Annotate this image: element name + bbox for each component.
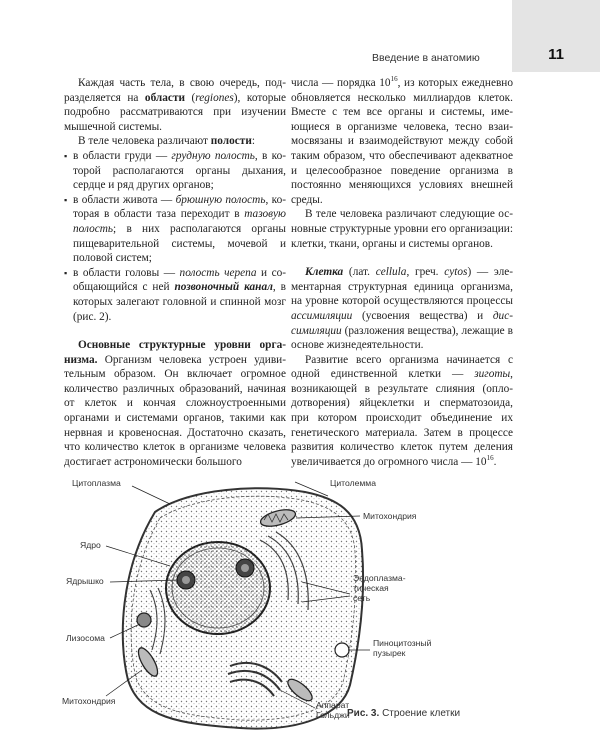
label-nucleolus: Ядрышко	[66, 576, 104, 586]
page-number: 11	[548, 46, 564, 63]
label-cytolemma: Цитолемма	[330, 478, 376, 488]
label-mitochondrion-bottom: Митохондрия	[62, 696, 116, 706]
list-item: ▪ в области груди — грудную полость, в которой располагаются органы дыхания, сердце и ряд других органов;	[64, 149, 286, 193]
label-mitochondrion-top: Митохондрия	[363, 511, 417, 521]
label-cytoplasm: Цитоплазма	[72, 478, 121, 488]
caption-text: Строение клетки	[382, 708, 461, 719]
label-golgi: Аппарат Гольджи	[316, 700, 350, 720]
pinocytotic-vesicle	[335, 643, 349, 657]
paragraph-regions: Каждая часть тела, в свою очередь, подразделяется на области (regiones), которые подробно рассматриваются при изучении мышечной системы.	[64, 77, 287, 133]
left-column	[64, 76, 286, 469]
paragraph-structural-levels: Основные структурные уровни организма. Организм человека устроен удивительным образом. Он включает огромное количество различных образований, начиная от клеток и кончая сложноустроенными органами и системами органов, такими как нервная и кровеносная. Достаточно сказать, что количество клеток в организме человека достигает астрономически большого	[64, 339, 286, 468]
list-item: ▪ в области головы — полость черепа и сообщающийся с ней позвоночный канал, в которых залегают головной и спинной мозг (рис. 2).	[64, 266, 286, 324]
caption-number: Рис. 3.	[347, 708, 380, 719]
lysosome	[137, 613, 151, 627]
label-nucleus: Ядро	[80, 540, 101, 550]
paragraph-cell-count: числа — порядка $10^{16}$, из которых ежедневно обновляется несколько миллиардов клеток. Вместе с тем все органы и системы, имеющиеся в организме человека, тесно взаимосвязаны и взаимодействуют между собой таким образом, что обеспечивают адекватное и целесообразное поведение организма в постоянно меняющихся условиях внешней среды.	[291, 75, 513, 206]
label-pinocytotic-vesicle: Пиноцитозный пузырек	[373, 638, 432, 658]
paragraph-levels-list: В теле человека различают следующие основные структурные уровни его организации: клетки, ткани, органы и системы органов.	[291, 208, 513, 250]
paragraph-development: Развитие всего организма начинается с одной единственной клетки — зиготы, возникающей в результате слияния (оплодотворения) яйцеклетки и сперматозоида, при котором происходит объединение их генетического материала. Затем в процессе развития количество клеток путем деления увеличивается до огромного числа — $10^{16}$.	[291, 353, 513, 468]
cell-illustration	[60, 470, 540, 740]
paragraph-cavities: В теле человека различают полости:	[78, 135, 255, 148]
label-er: Эндоплазма- тическая сеть	[353, 573, 406, 603]
list-item: ▪ в области живота — брюшную полость, которая в области таза переходит в тазовую полость; в них располагаются органы пищеварительной системы, мочевой и половой систем;	[64, 193, 286, 266]
running-header: Введение в анатомию	[372, 52, 480, 64]
figure-caption	[347, 708, 460, 719]
label-lysosome: Лизосома	[66, 633, 105, 643]
cell-figure	[60, 470, 540, 740]
paragraph-cell-definition: Клетка (лат. cellula, греч. cytos) — элементарная структурная единица организма, на уровне которой осуществляются процессы ассимиляции (усвоения вещества) и диссимиляции (разложения вещества), лежащие в основе жизнедеятельности.	[291, 266, 513, 352]
right-column	[291, 76, 513, 469]
